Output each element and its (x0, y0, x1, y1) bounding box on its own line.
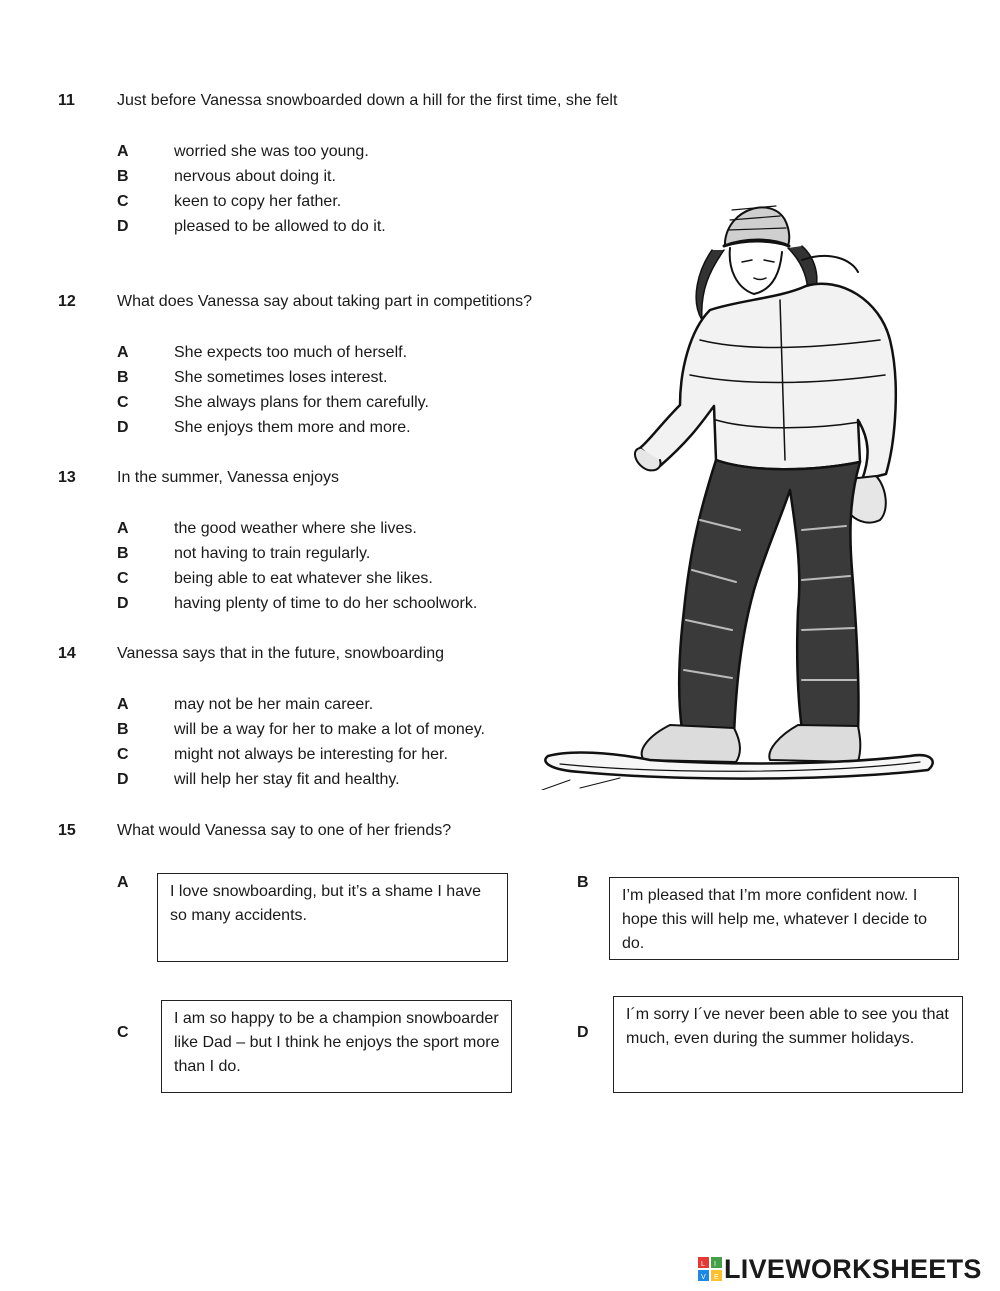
option-text: being able to eat whatever she likes. (174, 570, 433, 587)
option-letter: C (117, 570, 129, 587)
logo-mark-letter-i: I (714, 1261, 716, 1268)
logo-mark-letter-e: E (714, 1274, 719, 1281)
question-text: Vanessa says that in the future, snowboarding (117, 645, 445, 662)
option-letter: A (117, 520, 129, 537)
liveworksheets-logo-icon (698, 1257, 722, 1281)
option-letter: D (117, 218, 129, 235)
option-text: not having to train regularly. (174, 545, 371, 562)
option-text: might not always be interesting for her. (174, 746, 448, 763)
option-text: She sometimes loses interest. (174, 369, 388, 386)
option-text: She always plans for them carefully. (174, 394, 429, 411)
question-number: 11 (58, 92, 75, 109)
option-letter: D (117, 419, 129, 436)
question-number: 15 (58, 822, 76, 839)
answer-box-c[interactable]: I am so happy to be a champion snowboarder like Dad – but I think he enjoys the sport more than I do. (161, 1000, 512, 1093)
question-number: 13 (58, 469, 76, 486)
question-number: 14 (58, 645, 76, 662)
option-text: keen to copy her father. (174, 193, 342, 210)
option-text: will be a way for her to make a lot of money. (174, 721, 485, 738)
question-text: What does Vanessa say about taking part in competitions? (117, 293, 533, 310)
logo-mark-letter-l: L (701, 1261, 705, 1268)
answer-letter-d: D (577, 1024, 589, 1041)
option-letter: B (117, 168, 129, 185)
answer-box-d[interactable]: I´m sorry I´ve never been able to see you that much, even during the summer holidays. (613, 996, 963, 1093)
option-text: may not be her main career. (174, 696, 374, 713)
question-text: Just before Vanessa snowboarded down a hill for the first time, she felt (117, 92, 618, 109)
option-text: having plenty of time to do her schoolwork. (174, 595, 478, 612)
option-text: She enjoys them more and more. (174, 419, 411, 436)
option-letter: A (117, 143, 129, 160)
option-letter: B (117, 721, 129, 738)
option-letter: C (117, 746, 129, 763)
answer-letter-a: A (117, 874, 129, 891)
option-text: pleased to be allowed to do it. (174, 218, 386, 235)
option-letter: D (117, 771, 129, 788)
snowboarder-illustration-icon (540, 190, 940, 790)
answer-letter-c: C (117, 1024, 129, 1041)
option-text: the good weather where she lives. (174, 520, 417, 537)
question-text: What would Vanessa say to one of her friends? (117, 822, 452, 839)
answer-box-a[interactable]: I love snowboarding, but it’s a shame I have so many accidents. (157, 873, 508, 962)
option-letter: D (117, 595, 129, 612)
option-letter: C (117, 394, 129, 411)
option-letter: B (117, 545, 129, 562)
option-text: will help her stay fit and healthy. (174, 771, 400, 788)
option-letter: C (117, 193, 129, 210)
logo-text: LIVEWORKSHEETS (724, 1254, 982, 1284)
answer-letter-b: B (577, 874, 589, 891)
answer-box-b[interactable]: I’m pleased that I’m more confident now. I hope this will help me, whatever I decide to do. (609, 877, 959, 960)
option-text: She expects too much of herself. (174, 344, 408, 361)
option-letter: A (117, 344, 129, 361)
question-text: In the summer, Vanessa enjoys (117, 469, 340, 486)
option-letter: A (117, 696, 129, 713)
logo-mark-letter-v: V (701, 1274, 706, 1281)
option-text: worried she was too young. (174, 143, 369, 160)
option-text: nervous about doing it. (174, 168, 336, 185)
option-letter: B (117, 369, 129, 386)
question-number: 12 (58, 293, 76, 310)
